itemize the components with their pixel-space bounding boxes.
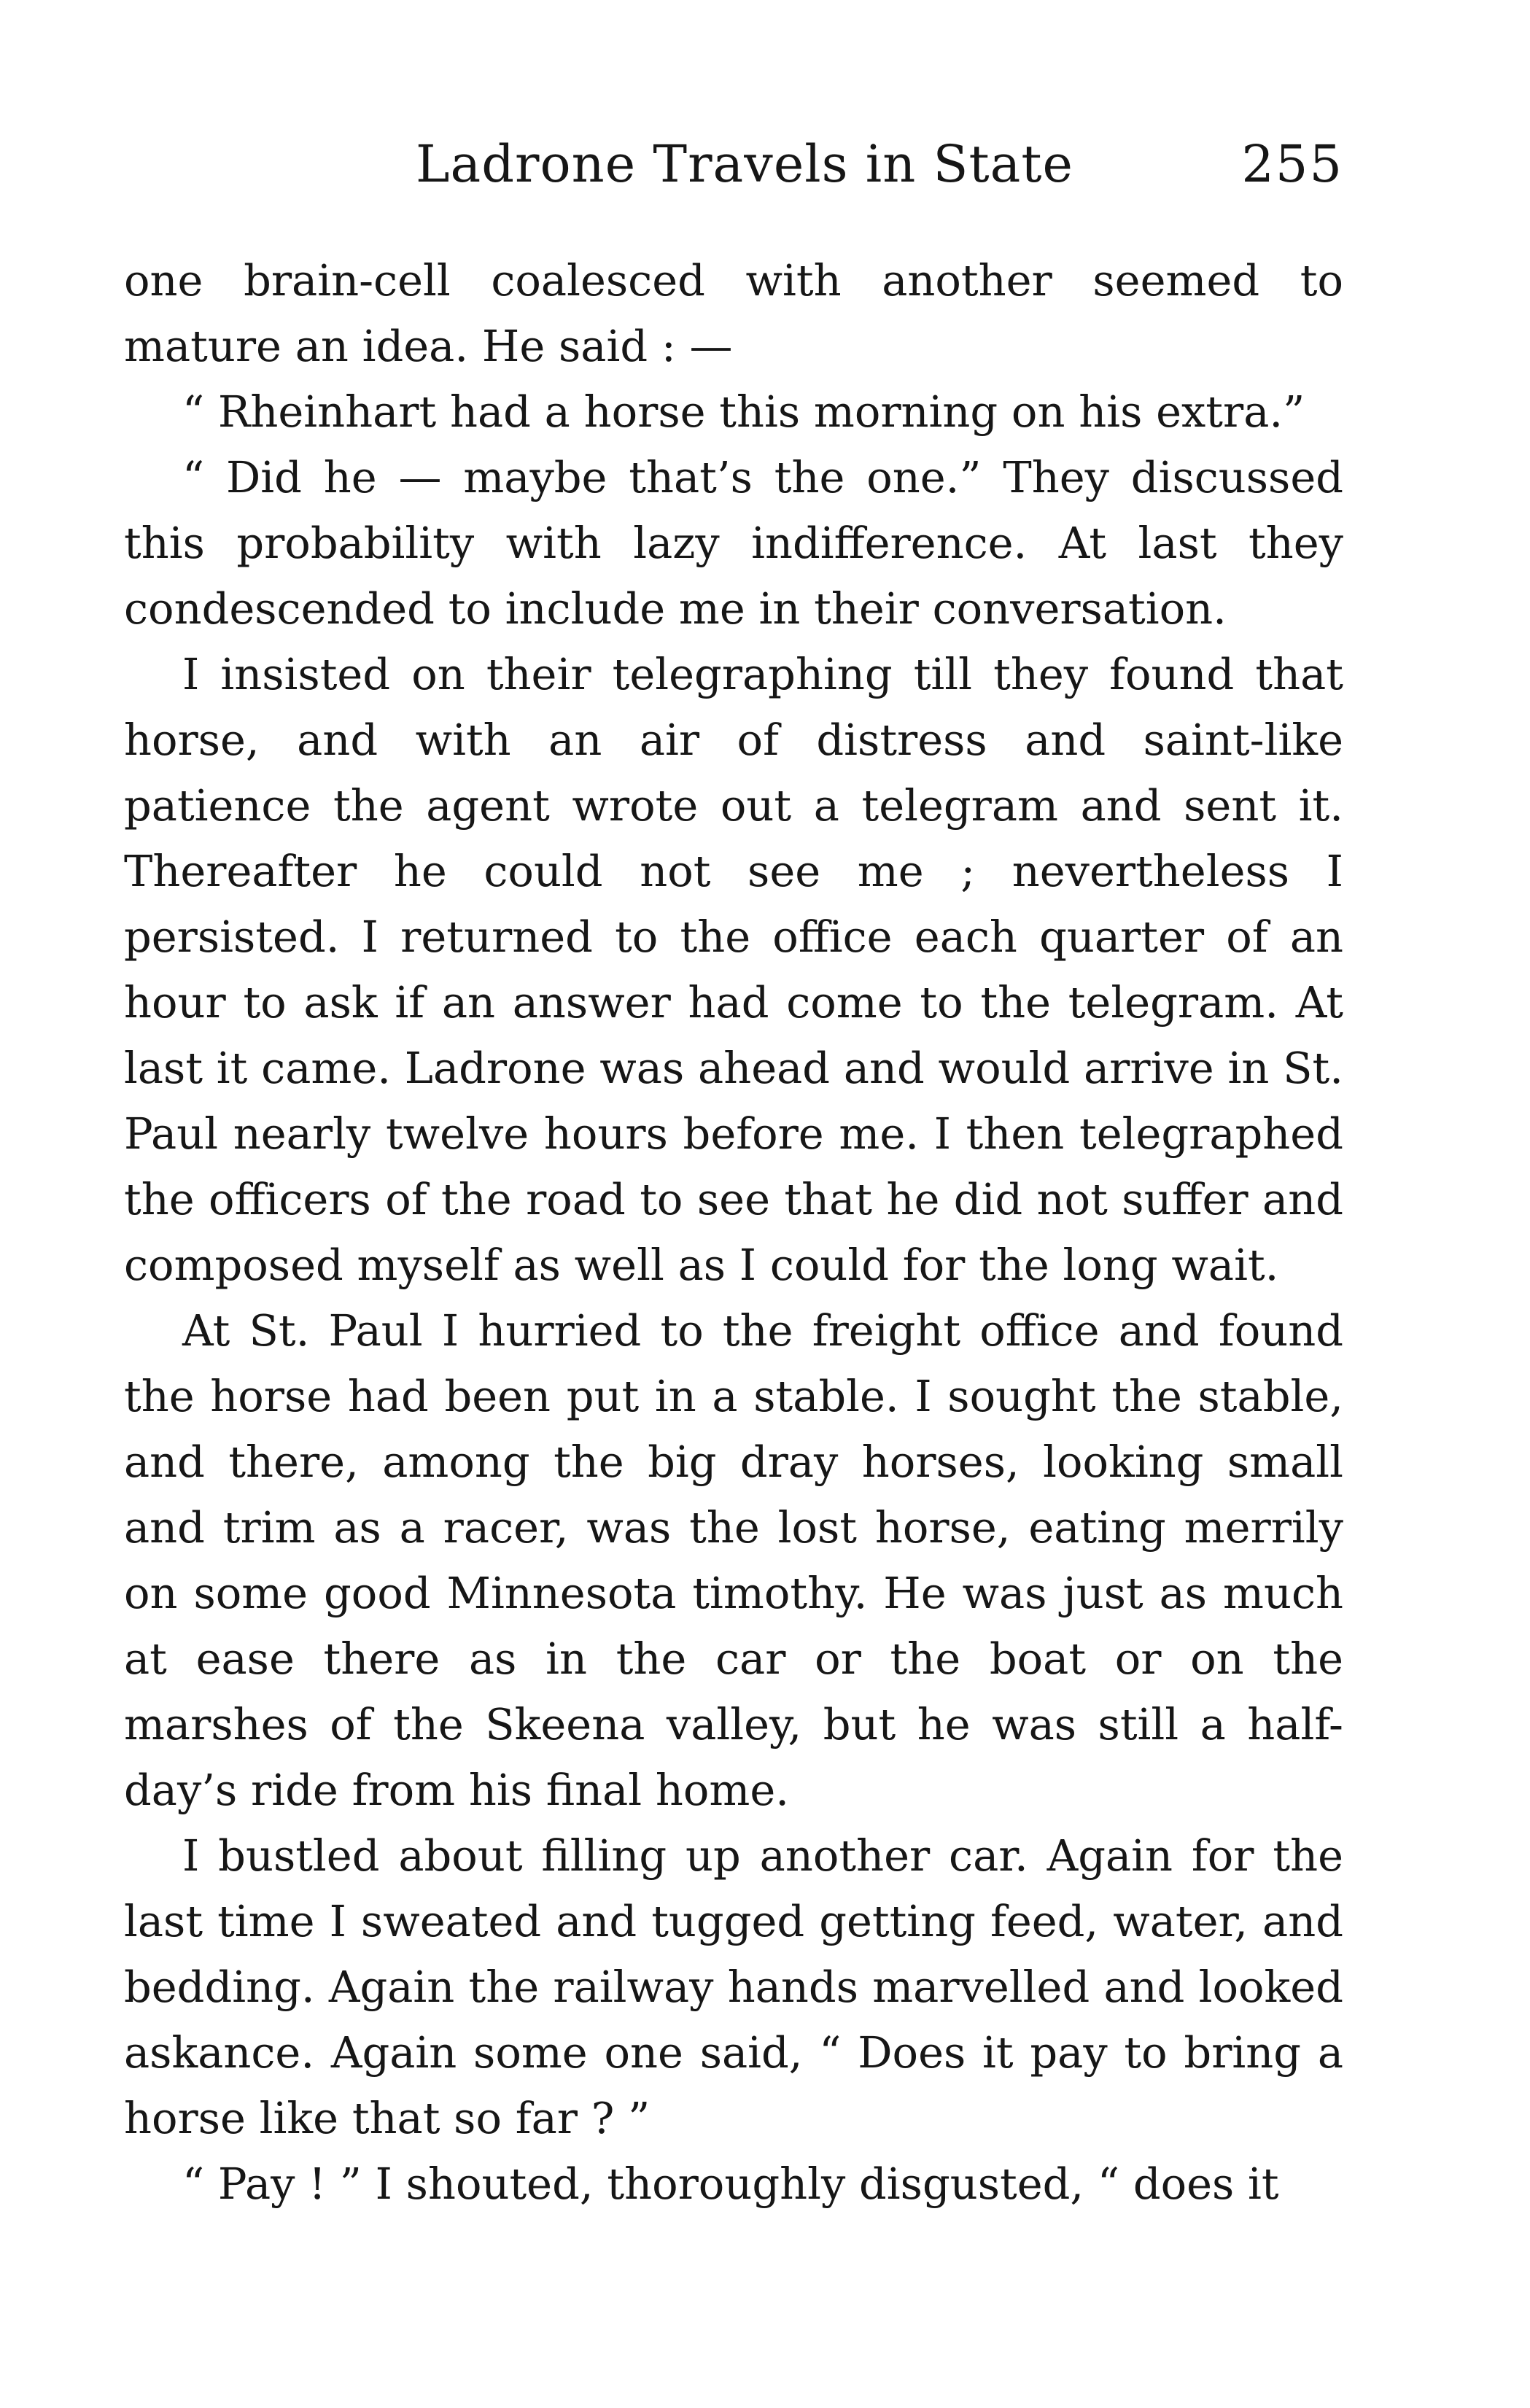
paragraph-4: I insisted on their telegraphing till they found that horse, and with an air of distress and saint-like patience the agent wrote out a telegram and sent it. Thereafter he could not see me ; nevertheless I persisted. I returned to the office each quarter of an hour to ask if an answer had come to the telegram. At last it came. Ladrone was ahead and would arrive in St. Paul nearly twelve hours before me. I then telegraphed the officers of the road to see that he did not suffer and composed myself as well as I could for the long wait. xyxy=(124,649,1343,1290)
paragraph-3: “ Did he — maybe that’s the one.” They discussed this probability with lazy indifference. At last they condescended to include me in their conversation. xyxy=(124,452,1343,634)
paragraph-5: At St. Paul I hurried to the freight office and found the horse had been put in a stable. I sought the stable, and there, among the big dray horses, looking small and trim as a racer, was the lost horse, eating merrily on some good Minnesota timothy. He was just as much at ease there as in the car or the boat or on the marshes of the Skeena valley, but he was still a half-day’s ride from his final home. xyxy=(124,1305,1343,1815)
paragraph-6: I bustled about filling up another car. Again for the last time I sweated and tugged getting feed, water, and bedding. Again the railway hands marvelled and looked askance. Again some one said, “ Does it pay to bring a horse like that so far ? ” xyxy=(124,1830,1343,2143)
page-number: 255 xyxy=(1241,134,1343,194)
paragraph-1: one brain-cell coalesced with another seemed to mature an idea. He said : — xyxy=(124,255,1343,371)
running-head xyxy=(124,124,1343,204)
paragraph-7: “ Pay ! ” I shouted, thoroughly disgusted, “ does it xyxy=(182,2159,1279,2209)
body-text xyxy=(124,248,1343,2217)
paragraph-2: “ Rheinhart had a horse this morning on his extra.” xyxy=(182,387,1305,437)
running-title: Ladrone Travels in State xyxy=(416,134,1073,194)
